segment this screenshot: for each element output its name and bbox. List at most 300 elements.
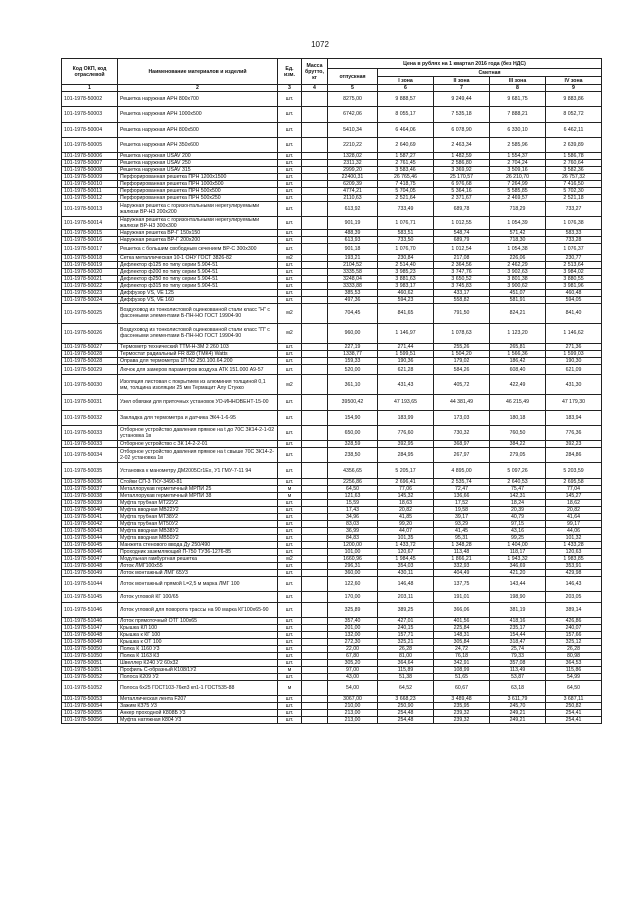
cell-zone3-price: 608,40 bbox=[490, 364, 546, 375]
cell-zone4-price: 3 582,36 bbox=[546, 167, 602, 174]
cell-name: Муфта натяжная К804 У3 bbox=[118, 717, 278, 724]
cell-zone2-price: 366,06 bbox=[434, 602, 490, 617]
cell-unit: шт. bbox=[278, 717, 302, 724]
table-row bbox=[62, 499, 602, 506]
cell-zone1-price: 120,67 bbox=[378, 548, 434, 555]
cell-mass bbox=[302, 410, 328, 425]
cell-name: Перфорированная решетка ПРН 1000х500 bbox=[118, 181, 278, 188]
cell-zone3-price: 26 210,70 bbox=[490, 174, 546, 181]
cell-release-price: 328,59 bbox=[328, 441, 378, 448]
cell-zone4-price: 20,82 bbox=[546, 506, 602, 513]
cell-mass bbox=[302, 548, 328, 555]
cell-code: 101-1978-51047 bbox=[62, 624, 118, 631]
cell-name: Муфта трубная МТ50У2 bbox=[118, 520, 278, 527]
cell-zone1-price: 733,49 bbox=[378, 202, 434, 217]
cell-release-price: 4774,21 bbox=[328, 188, 378, 195]
cell-zone1-price: 250,90 bbox=[378, 703, 434, 710]
cell-unit: м2 bbox=[278, 323, 302, 343]
cell-code: 101-1978-50047 bbox=[62, 555, 118, 562]
cell-code: 101-1978-51050 bbox=[62, 652, 118, 659]
cell-zone1-price: 284,95 bbox=[378, 448, 434, 463]
cell-zone2-price: 72,47 bbox=[434, 485, 490, 492]
cell-code: 101-1978-50044 bbox=[62, 534, 118, 541]
cell-zone4-price: 392,23 bbox=[546, 441, 602, 448]
cell-zone3-price: 3 900,62 bbox=[490, 282, 546, 289]
cell-code: 101-1978-50020 bbox=[62, 268, 118, 275]
header-price: Цена в рублях на 1 квартал 2016 года (без НДС) bbox=[328, 59, 602, 69]
cell-unit: шт. bbox=[278, 463, 302, 478]
cell-release-price: 154,90 bbox=[328, 410, 378, 425]
table-row bbox=[62, 174, 602, 181]
cell-unit: шт. bbox=[278, 282, 302, 289]
cell-zone2-price: 179,02 bbox=[434, 357, 490, 364]
table-row bbox=[62, 137, 602, 152]
cell-zone2-price: 1 866,21 bbox=[434, 555, 490, 562]
table-row bbox=[62, 576, 602, 591]
table-row bbox=[62, 343, 602, 350]
cell-zone2-price: 60,67 bbox=[434, 680, 490, 695]
cell-release-price: 54,00 bbox=[328, 680, 378, 695]
cell-code: 101-1978-50049 bbox=[62, 569, 118, 576]
cell-name: Воздуховод из тонколистовой оцинкованной стали класс "Н" с фасонными элементами Б-ПН-НО ГОСТ 19904-90 bbox=[118, 303, 278, 323]
table-row bbox=[62, 357, 602, 364]
cell-release-price: 1200,00 bbox=[328, 541, 378, 548]
cell-zone2-price: 1 078,63 bbox=[434, 323, 490, 343]
cell-zone2-price: 136,66 bbox=[434, 492, 490, 499]
table-row bbox=[62, 624, 602, 631]
cell-name: Лючок для замеров параметров воздуха АТК 151.000 А9-57 bbox=[118, 364, 278, 375]
cell-unit: шт. bbox=[278, 576, 302, 591]
cell-zone2-price: 433,17 bbox=[434, 289, 490, 296]
cell-zone1-price: 1 984,45 bbox=[378, 555, 434, 562]
cell-zone4-price: 460,48 bbox=[546, 289, 602, 296]
cell-zone3-price: 1 566,36 bbox=[490, 350, 546, 357]
cell-zone2-price: 404,49 bbox=[434, 569, 490, 576]
table-row bbox=[62, 92, 602, 107]
cell-zone2-price: 791,50 bbox=[434, 303, 490, 323]
cell-release-price: 193,21 bbox=[328, 254, 378, 261]
cell-release-price: 84,83 bbox=[328, 534, 378, 541]
cell-code: 101-1978-50049 bbox=[62, 638, 118, 645]
cell-name: Проходник заземляющий П-750 ТУ36-1276-85 bbox=[118, 548, 278, 555]
cell-zone3-price: 249,21 bbox=[490, 717, 546, 724]
header-zone3: III зона bbox=[490, 77, 546, 85]
cell-release-price: 3333,88 bbox=[328, 282, 378, 289]
cell-zone3-price: 718,29 bbox=[490, 202, 546, 217]
cell-mass bbox=[302, 520, 328, 527]
cell-release-price: 360,00 bbox=[328, 569, 378, 576]
cell-zone1-price: 254,48 bbox=[378, 710, 434, 717]
cell-unit: шт. bbox=[278, 703, 302, 710]
cell-zone4-price: 240,07 bbox=[546, 624, 602, 631]
cell-zone4-price: 733,27 bbox=[546, 202, 602, 217]
cell-name: Наружная решетка с горизонтальными нерегулируемыми жалюзи ВР-Н3 200х200 bbox=[118, 202, 278, 217]
cell-mass bbox=[302, 463, 328, 478]
cell-code: 101-1978-51046 bbox=[62, 602, 118, 617]
table-row bbox=[62, 160, 602, 167]
cell-zone3-price: 143,44 bbox=[490, 576, 546, 591]
cell-name: Дефлектор ф200 по типу серии 5.904-51 bbox=[118, 268, 278, 275]
cell-name: Решетка наружная АРН 800х700 bbox=[118, 92, 278, 107]
cell-release-price: 34,96 bbox=[328, 513, 378, 520]
cell-code: 101-1978-50037 bbox=[62, 485, 118, 492]
cell-zone2-price: 1 012,54 bbox=[434, 244, 490, 255]
cell-mass bbox=[302, 448, 328, 463]
cell-zone4-price: 101,32 bbox=[546, 534, 602, 541]
cell-zone2-price: 405,72 bbox=[434, 375, 490, 395]
cell-zone4-price: 5 203,59 bbox=[546, 463, 602, 478]
cell-code: 101-1978-50007 bbox=[62, 160, 118, 167]
cell-zone4-price: 41,64 bbox=[546, 513, 602, 520]
cell-zone2-price: 1 504,20 bbox=[434, 350, 490, 357]
cell-name: Решетка наружная АРН 350х600 bbox=[118, 137, 278, 152]
cell-zone1-price: 431,43 bbox=[378, 375, 434, 395]
cell-release-price: 960,00 bbox=[328, 323, 378, 343]
cell-zone3-price: 99,25 bbox=[490, 534, 546, 541]
cell-release-price: 17,43 bbox=[328, 506, 378, 513]
cell-zone4-price: 183,94 bbox=[546, 410, 602, 425]
cell-release-price: 272,30 bbox=[328, 638, 378, 645]
cell-zone1-price: 583,51 bbox=[378, 230, 434, 237]
cell-release-price: 67,80 bbox=[328, 652, 378, 659]
cell-unit: м2 bbox=[278, 303, 302, 323]
cell-name: Перфорированная решетка ПРН 1200х1500 bbox=[118, 174, 278, 181]
cell-zone1-price: 621,28 bbox=[378, 364, 434, 375]
cell-zone1-price: 271,44 bbox=[378, 343, 434, 350]
table-row bbox=[62, 237, 602, 244]
cell-release-price: 4356,65 bbox=[328, 463, 378, 478]
cell-zone2-price: 1 012,55 bbox=[434, 217, 490, 230]
cell-zone1-price: 1 599,51 bbox=[378, 350, 434, 357]
cell-zone4-price: 5 702,30 bbox=[546, 188, 602, 195]
cell-release-price: 64,50 bbox=[328, 485, 378, 492]
cell-release-price: 520,00 bbox=[328, 364, 378, 375]
cell-mass bbox=[302, 261, 328, 268]
column-number: 9 bbox=[546, 85, 602, 92]
cell-code: 101-1978-50046 bbox=[62, 548, 118, 555]
cell-unit: шт. bbox=[278, 631, 302, 638]
cell-code: 101-1978-50036 bbox=[62, 478, 118, 485]
cell-zone3-price: 75,47 bbox=[490, 485, 546, 492]
cell-zone2-price: 3 650,52 bbox=[434, 275, 490, 282]
table-row bbox=[62, 289, 602, 296]
cell-mass bbox=[302, 513, 328, 520]
cell-name: Термометр технический ТТМ-Н-3М 2 260 103 bbox=[118, 343, 278, 350]
cell-code: 101-1978-50023 bbox=[62, 289, 118, 296]
cell-zone4-price: 429,98 bbox=[546, 569, 602, 576]
cell-zone3-price: 381,19 bbox=[490, 602, 546, 617]
table-row bbox=[62, 645, 602, 652]
cell-zone1-price: 8 055,17 bbox=[378, 107, 434, 122]
cell-release-price: 1338,77 bbox=[328, 350, 378, 357]
cell-zone2-price: 9 249,44 bbox=[434, 92, 490, 107]
cell-code: 101-1978-50031 bbox=[62, 395, 118, 410]
cell-zone3-price: 384,22 bbox=[490, 441, 546, 448]
header-code: Код ОКП, код отраслевой bbox=[62, 59, 118, 85]
cell-zone1-price: 99,20 bbox=[378, 520, 434, 527]
cell-mass bbox=[302, 534, 328, 541]
cell-name: Узел обвязки для приточных установок УО-ИННОВЕНТ-15-00 bbox=[118, 395, 278, 410]
cell-zone1-price: 1 076,70 bbox=[378, 244, 434, 255]
cell-zone1-price: 183,99 bbox=[378, 410, 434, 425]
cell-mass bbox=[302, 92, 328, 107]
cell-mass bbox=[302, 364, 328, 375]
cell-zone1-price: 2 696,41 bbox=[378, 478, 434, 485]
cell-mass bbox=[302, 395, 328, 410]
cell-release-price: 36,99 bbox=[328, 527, 378, 534]
table-row bbox=[62, 659, 602, 666]
table-row bbox=[62, 254, 602, 261]
cell-mass bbox=[302, 541, 328, 548]
table-row bbox=[62, 202, 602, 217]
cell-unit: шт. bbox=[278, 296, 302, 303]
cell-zone2-price: 17,52 bbox=[434, 499, 490, 506]
cell-zone2-price: 51,65 bbox=[434, 673, 490, 680]
column-number: 6 bbox=[378, 85, 434, 92]
cell-code: 101-1978-50030 bbox=[62, 375, 118, 395]
cell-zone2-price: 1 348,28 bbox=[434, 541, 490, 548]
cell-zone1-price: 776,60 bbox=[378, 425, 434, 440]
table-row bbox=[62, 541, 602, 548]
header-release: отпускная bbox=[328, 69, 378, 85]
cell-name: Анкер проходной К808Б У3 bbox=[118, 710, 278, 717]
table-row bbox=[62, 122, 602, 137]
cell-code: 101-1978-50014 bbox=[62, 217, 118, 230]
cell-release-price: 5410,34 bbox=[328, 122, 378, 137]
cell-mass bbox=[302, 485, 328, 492]
cell-release-price: 2104,52 bbox=[328, 261, 378, 268]
cell-release-price: 325,89 bbox=[328, 602, 378, 617]
cell-zone3-price: 2 462,29 bbox=[490, 261, 546, 268]
cell-zone2-price: 267,97 bbox=[434, 448, 490, 463]
cell-mass bbox=[302, 652, 328, 659]
cell-name: Дефлектор ф125 по типу серии 5.904-51 bbox=[118, 261, 278, 268]
cell-unit: шт. bbox=[278, 275, 302, 282]
cell-unit: шт. bbox=[278, 188, 302, 195]
header-zone2: II зона bbox=[434, 77, 490, 85]
cell-zone1-price: 2 521,64 bbox=[378, 195, 434, 202]
cell-name: Муфта вводная МВ50У2 bbox=[118, 534, 278, 541]
cell-name: Наружная решетка с горизонтальными нерегулируемыми жалюзи ВР-Н3 300х300 bbox=[118, 217, 278, 230]
cell-mass bbox=[302, 576, 328, 591]
cell-name: Крышка к КГ 100 bbox=[118, 631, 278, 638]
cell-zone2-price: 401,56 bbox=[434, 617, 490, 624]
cell-zone4-price: 99,17 bbox=[546, 520, 602, 527]
cell-zone2-price: 2 364,56 bbox=[434, 261, 490, 268]
cell-zone4-price: 431,30 bbox=[546, 375, 602, 395]
cell-zone1-price: 26,28 bbox=[378, 645, 434, 652]
cell-zone2-price: 2 586,80 bbox=[434, 160, 490, 167]
cell-code: 101-1978-50008 bbox=[62, 167, 118, 174]
cell-zone2-price: 558,82 bbox=[434, 296, 490, 303]
cell-zone1-price: 81,00 bbox=[378, 652, 434, 659]
cell-unit: шт. bbox=[278, 441, 302, 448]
cell-release-price: 497,36 bbox=[328, 296, 378, 303]
cell-name: Лоток ЛМГ100х55 bbox=[118, 562, 278, 569]
cell-release-price: 213,00 bbox=[328, 717, 378, 724]
cell-mass bbox=[302, 617, 328, 624]
cell-unit: шт. bbox=[278, 195, 302, 202]
cell-zone4-price: 594,05 bbox=[546, 296, 602, 303]
cell-mass bbox=[302, 296, 328, 303]
cell-name: Металлорукав герметичный МРПИ 38 bbox=[118, 492, 278, 499]
cell-zone2-price: 25 170,57 bbox=[434, 174, 490, 181]
cell-unit: шт. bbox=[278, 645, 302, 652]
cell-zone4-price: 2 760,64 bbox=[546, 160, 602, 167]
cell-mass bbox=[302, 631, 328, 638]
cell-mass bbox=[302, 703, 328, 710]
cell-zone1-price: 354,03 bbox=[378, 562, 434, 569]
cell-mass bbox=[302, 375, 328, 395]
cell-zone4-price: 44,06 bbox=[546, 527, 602, 534]
cell-zone3-price: 760,50 bbox=[490, 425, 546, 440]
cell-code: 101-1978-50035 bbox=[62, 463, 118, 478]
cell-code: 101-1978-50012 bbox=[62, 195, 118, 202]
cell-name: Муфта вводная МВ38У2 bbox=[118, 527, 278, 534]
cell-mass bbox=[302, 303, 328, 323]
cell-release-price: 121,63 bbox=[328, 492, 378, 499]
cell-code: 101-1978-50015 bbox=[62, 230, 118, 237]
cell-code: 101-1978-50053 bbox=[62, 696, 118, 703]
cell-name: Крышка КЛ 100 bbox=[118, 624, 278, 631]
cell-code: 101-1978-50021 bbox=[62, 275, 118, 282]
cell-mass bbox=[302, 425, 328, 440]
cell-zone3-price: 2 704,24 bbox=[490, 160, 546, 167]
cell-code: 101-1978-50017 bbox=[62, 244, 118, 255]
cell-mass bbox=[302, 602, 328, 617]
cell-zone3-price: 63,18 bbox=[490, 680, 546, 695]
cell-name: Дефлектор ф315 по типу серии 5.904-51 bbox=[118, 282, 278, 289]
cell-zone1-price: 1 587,27 bbox=[378, 153, 434, 160]
cell-zone3-price: 5 585,85 bbox=[490, 188, 546, 195]
cell-mass bbox=[302, 289, 328, 296]
cell-zone2-price: 113,48 bbox=[434, 548, 490, 555]
cell-zone1-price: 146,48 bbox=[378, 576, 434, 591]
cell-name: Лоток монтажный ЛМГ 65У3 bbox=[118, 569, 278, 576]
table-row bbox=[62, 520, 602, 527]
cell-zone2-price: 239,32 bbox=[434, 710, 490, 717]
column-number: 2 bbox=[118, 85, 278, 92]
cell-code: 101-1978-50033 bbox=[62, 441, 118, 448]
cell-code: 101-1978-50028 bbox=[62, 357, 118, 364]
table-row bbox=[62, 680, 602, 695]
cell-code: 101-1978-50048 bbox=[62, 631, 118, 638]
cell-zone2-price: 255,26 bbox=[434, 343, 490, 350]
cell-zone1-price: 101,35 bbox=[378, 534, 434, 541]
cell-zone1-price: 47 193,65 bbox=[378, 395, 434, 410]
cell-release-price: 238,50 bbox=[328, 448, 378, 463]
cell-zone2-price: 4 895,00 bbox=[434, 463, 490, 478]
table-row bbox=[62, 555, 602, 562]
cell-name: Решетка наружная USAV 250 bbox=[118, 160, 278, 167]
cell-mass bbox=[302, 441, 328, 448]
cell-code: 101-1978-50050 bbox=[62, 645, 118, 652]
cell-name: Муфта трубная МТ22У2 bbox=[118, 499, 278, 506]
table-row bbox=[62, 448, 602, 463]
cell-release-price: 3248,04 bbox=[328, 275, 378, 282]
cell-mass bbox=[302, 666, 328, 673]
table-row bbox=[62, 569, 602, 576]
cell-unit: шт. bbox=[278, 659, 302, 666]
table-row bbox=[62, 275, 602, 282]
cell-release-price: 1660,96 bbox=[328, 555, 378, 562]
cell-zone1-price: 9 888,57 bbox=[378, 92, 434, 107]
cell-release-price: 39500,42 bbox=[328, 395, 378, 410]
table-row bbox=[62, 350, 602, 357]
cell-release-price: 132,00 bbox=[328, 631, 378, 638]
cell-unit: шт. bbox=[278, 410, 302, 425]
cell-release-price: 296,31 bbox=[328, 562, 378, 569]
cell-zone4-price: 841,40 bbox=[546, 303, 602, 323]
cell-unit: шт. bbox=[278, 244, 302, 255]
cell-zone2-price: 239,32 bbox=[434, 717, 490, 724]
cell-name: Решетка наружная USAV 315 bbox=[118, 167, 278, 174]
cell-zone2-price: 2 371,67 bbox=[434, 195, 490, 202]
cell-release-price: 357,40 bbox=[328, 617, 378, 624]
cell-zone4-price: 3 981,96 bbox=[546, 282, 602, 289]
cell-unit: шт. bbox=[278, 602, 302, 617]
header-estimate: Сметная bbox=[378, 69, 602, 77]
cell-release-price: 227,19 bbox=[328, 343, 378, 350]
cell-zone4-price: 64,50 bbox=[546, 680, 602, 695]
cell-name: Отборное устройство с ЗК 14-2-2-01 bbox=[118, 441, 278, 448]
cell-unit: шт. bbox=[278, 591, 302, 602]
cell-zone4-price: 47 179,30 bbox=[546, 395, 602, 410]
cell-release-price: 650,00 bbox=[328, 425, 378, 440]
cell-zone2-price: 7 535,18 bbox=[434, 107, 490, 122]
cell-zone1-price: 2 514,40 bbox=[378, 261, 434, 268]
cell-zone3-price: 318,47 bbox=[490, 638, 546, 645]
cell-name: Полка К 1163 К3 bbox=[118, 652, 278, 659]
cell-code: 101-1978-50024 bbox=[62, 296, 118, 303]
cell-zone2-price: 689,79 bbox=[434, 237, 490, 244]
cell-unit: шт. bbox=[278, 710, 302, 717]
cell-mass bbox=[302, 357, 328, 364]
column-number: 8 bbox=[490, 85, 546, 92]
cell-code: 101-1978-50019 bbox=[62, 261, 118, 268]
cell-zone1-price: 41,85 bbox=[378, 513, 434, 520]
cell-name: Отборное устройство давления прямое на t свыше 70С ЗК14-2-2-02 установка 1в bbox=[118, 448, 278, 463]
cell-zone3-price: 7 888,21 bbox=[490, 107, 546, 122]
cell-zone4-price: 254,41 bbox=[546, 717, 602, 724]
cell-zone2-price: 584,26 bbox=[434, 364, 490, 375]
cell-zone3-price: 5 097,26 bbox=[490, 463, 546, 478]
table-row bbox=[62, 638, 602, 645]
header-name: Наименование материалов и изделий bbox=[118, 59, 278, 85]
cell-zone1-price: 733,50 bbox=[378, 237, 434, 244]
cell-unit: шт. bbox=[278, 499, 302, 506]
cell-unit: шт. bbox=[278, 350, 302, 357]
cell-release-price: 704,45 bbox=[328, 303, 378, 323]
cell-zone4-price: 2 513,64 bbox=[546, 261, 602, 268]
cell-zone3-price: 235,17 bbox=[490, 624, 546, 631]
cell-zone4-price: 2 639,89 bbox=[546, 137, 602, 152]
column-number: 4 bbox=[302, 85, 328, 92]
cell-zone2-price: 19,58 bbox=[434, 506, 490, 513]
cell-name: Муфта вводная МВ22У2 bbox=[118, 506, 278, 513]
table-row bbox=[62, 217, 602, 230]
cell-code: 101-1978-50034 bbox=[62, 448, 118, 463]
cell-code: 101-1978-51044 bbox=[62, 576, 118, 591]
cell-name: Профиль С-образный К108/1У2 bbox=[118, 666, 278, 673]
cell-unit: шт. bbox=[278, 513, 302, 520]
cell-name: Стойки СП-3 ТКУ-3490-81 bbox=[118, 478, 278, 485]
cell-zone4-price: 80,98 bbox=[546, 652, 602, 659]
cell-zone3-price: 43,16 bbox=[490, 527, 546, 534]
cell-name: Решетка наружная АРН 1000х500 bbox=[118, 107, 278, 122]
cell-zone1-price: 1 076,71 bbox=[378, 217, 434, 230]
cell-unit: шт. bbox=[278, 174, 302, 181]
